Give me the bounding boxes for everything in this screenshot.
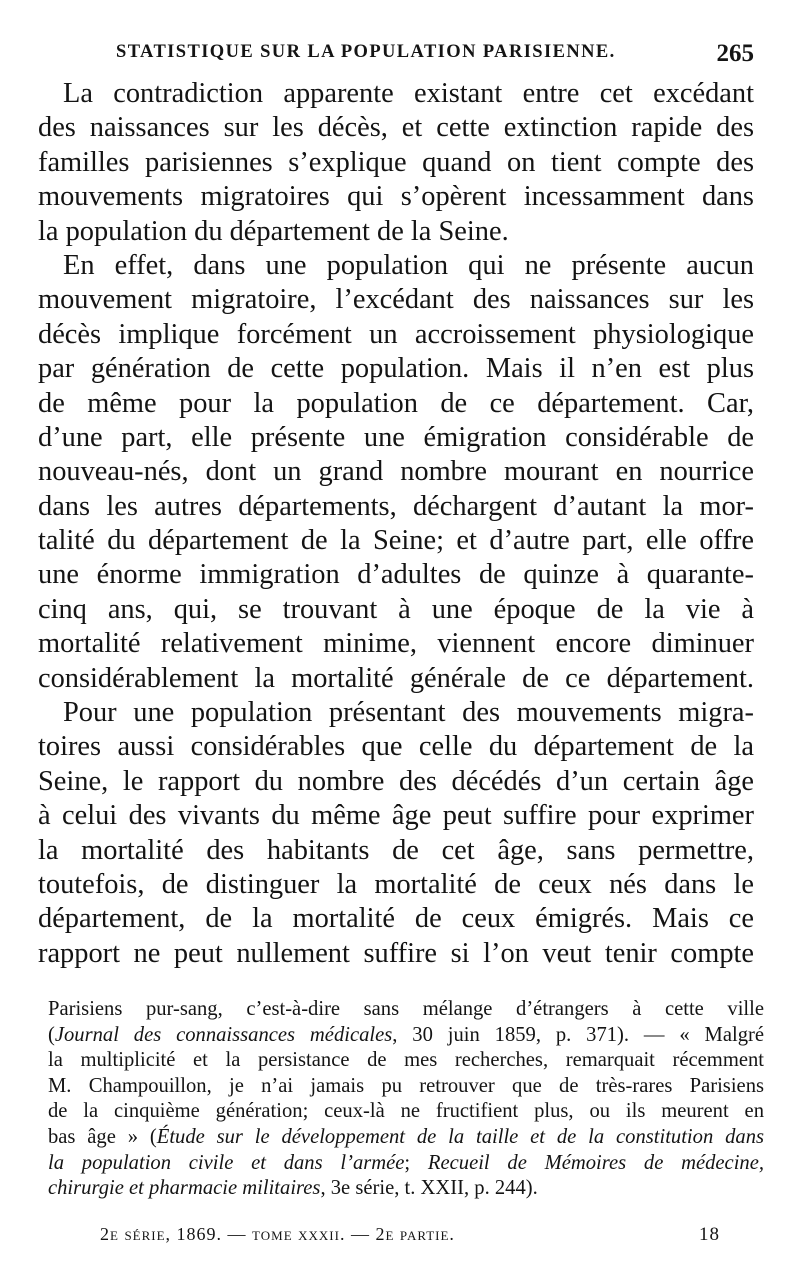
body-line: des naissances sur les décès, et cette extinction rapide des <box>38 112 754 144</box>
body-line: une énorme immigration d’adultes de quinze à quarante- <box>38 559 754 591</box>
running-title: STATISTIQUE SUR LA POPULATION PARISIENNE. <box>116 42 616 62</box>
body-line: toires aussi considérables que celle du département de la <box>38 731 754 763</box>
body-line: la population du département de la Seine. <box>38 215 509 247</box>
journal-title: Journal des connaissances médicales <box>54 1023 393 1046</box>
body-line: département, de la mortalité de ceux émigrés. Mais ce <box>38 903 754 935</box>
body-line: la mortalité des habitants de cet âge, sans permettre, <box>38 834 754 866</box>
footnote-line <box>48 1023 764 1049</box>
running-head <box>40 40 760 74</box>
footnote-text: , 30 juin 1859, p. 371). — « Malgré <box>392 1023 764 1046</box>
work-title: Étude sur le développement de la taille et de la constitution dans <box>156 1125 765 1148</box>
signature-number: 18 <box>699 1224 720 1245</box>
body-text <box>38 77 754 971</box>
body-line: La contradiction apparente existant entre cet excédant <box>63 78 754 109</box>
footnote <box>48 997 764 1202</box>
journal-title: Recueil de Mémoires de médecine, <box>427 1151 765 1174</box>
journal-title: chirurgie et pharmacie militaires <box>48 1177 321 1200</box>
body-line: d’une part, elle présente une émigration considérable de <box>38 421 754 453</box>
body-line: mouvement migratoire, l’excédant des naissances sur les <box>38 284 754 316</box>
body-line: de même pour la population de ce département. Car, <box>38 387 754 419</box>
body-line: à celui des vivants du même âge peut suffire pour exprimer <box>38 800 754 832</box>
footnote-text: ; <box>404 1151 428 1174</box>
body-line: mortalité relativement minime, viennent encore diminuer <box>38 628 754 660</box>
body-line: Seine, le rapport du nombre des décédés d’un certain âge <box>38 765 754 797</box>
footnote-line <box>48 1151 764 1177</box>
work-title: la population civile et dans l’armée <box>48 1151 405 1174</box>
footnote-text: bas âge » ( <box>48 1125 157 1148</box>
footnote-text: , 3e série, t. XXII, p. 244). <box>320 1177 538 1200</box>
body-line: nouveau-nés, dont un grand nombre mourant en nourrice <box>38 456 754 488</box>
footnote-line <box>48 1125 764 1151</box>
footnote-line: Parisiens pur-sang, c’est-à-dire sans mélange d’étrangers à cette ville <box>48 998 764 1020</box>
body-line: par génération de cette population. Mais il n’en est plus <box>38 353 754 385</box>
footnote-line: de la cinquième génération; ceux-là ne fructifient plus, ou ils meurent en <box>48 1100 764 1123</box>
body-line: En effet, dans une population qui ne présente aucun <box>63 249 754 281</box>
body-line: rapport ne peut nullement suffire si l’on veut tenir compte <box>38 937 754 969</box>
footnote-line <box>48 1176 764 1202</box>
footnote-line: M. Champouillon, je n’ai jamais pu retrouver que de très-rares Parisiens <box>48 1074 764 1097</box>
body-line: Pour une population présentant des mouvements migra- <box>63 697 754 729</box>
page-number: 265 <box>716 40 754 67</box>
body-line: mouvements migratoires qui s’opèrent incessamment dans <box>38 181 754 213</box>
signature-series: 2e série, 1869. — tome xxxii. — 2e partie. <box>100 1224 455 1244</box>
body-line: dans les autres départements, déchargent d’autant la mor- <box>38 490 754 522</box>
body-line: considérablement la mortalité générale de ce département. <box>38 662 754 694</box>
footnote-text: ( <box>48 1023 55 1046</box>
body-line: toutefois, de distinguer la mortalité de ceux nés dans le <box>38 868 754 900</box>
body-line: décès implique forcément un accroissement physiologique <box>38 318 754 350</box>
body-line: talité du département de la Seine; et d’autre part, elle offre <box>38 525 754 557</box>
body-line: cinq ans, qui, se trouvant à une époque de la vie à <box>38 593 754 625</box>
signature-line <box>100 1224 720 1252</box>
footnote-line: la multiplicité et la persistance de mes recherches, remarquait récemment <box>48 1049 764 1072</box>
body-line: familles parisiennes s’explique quand on tient compte des <box>38 146 754 178</box>
